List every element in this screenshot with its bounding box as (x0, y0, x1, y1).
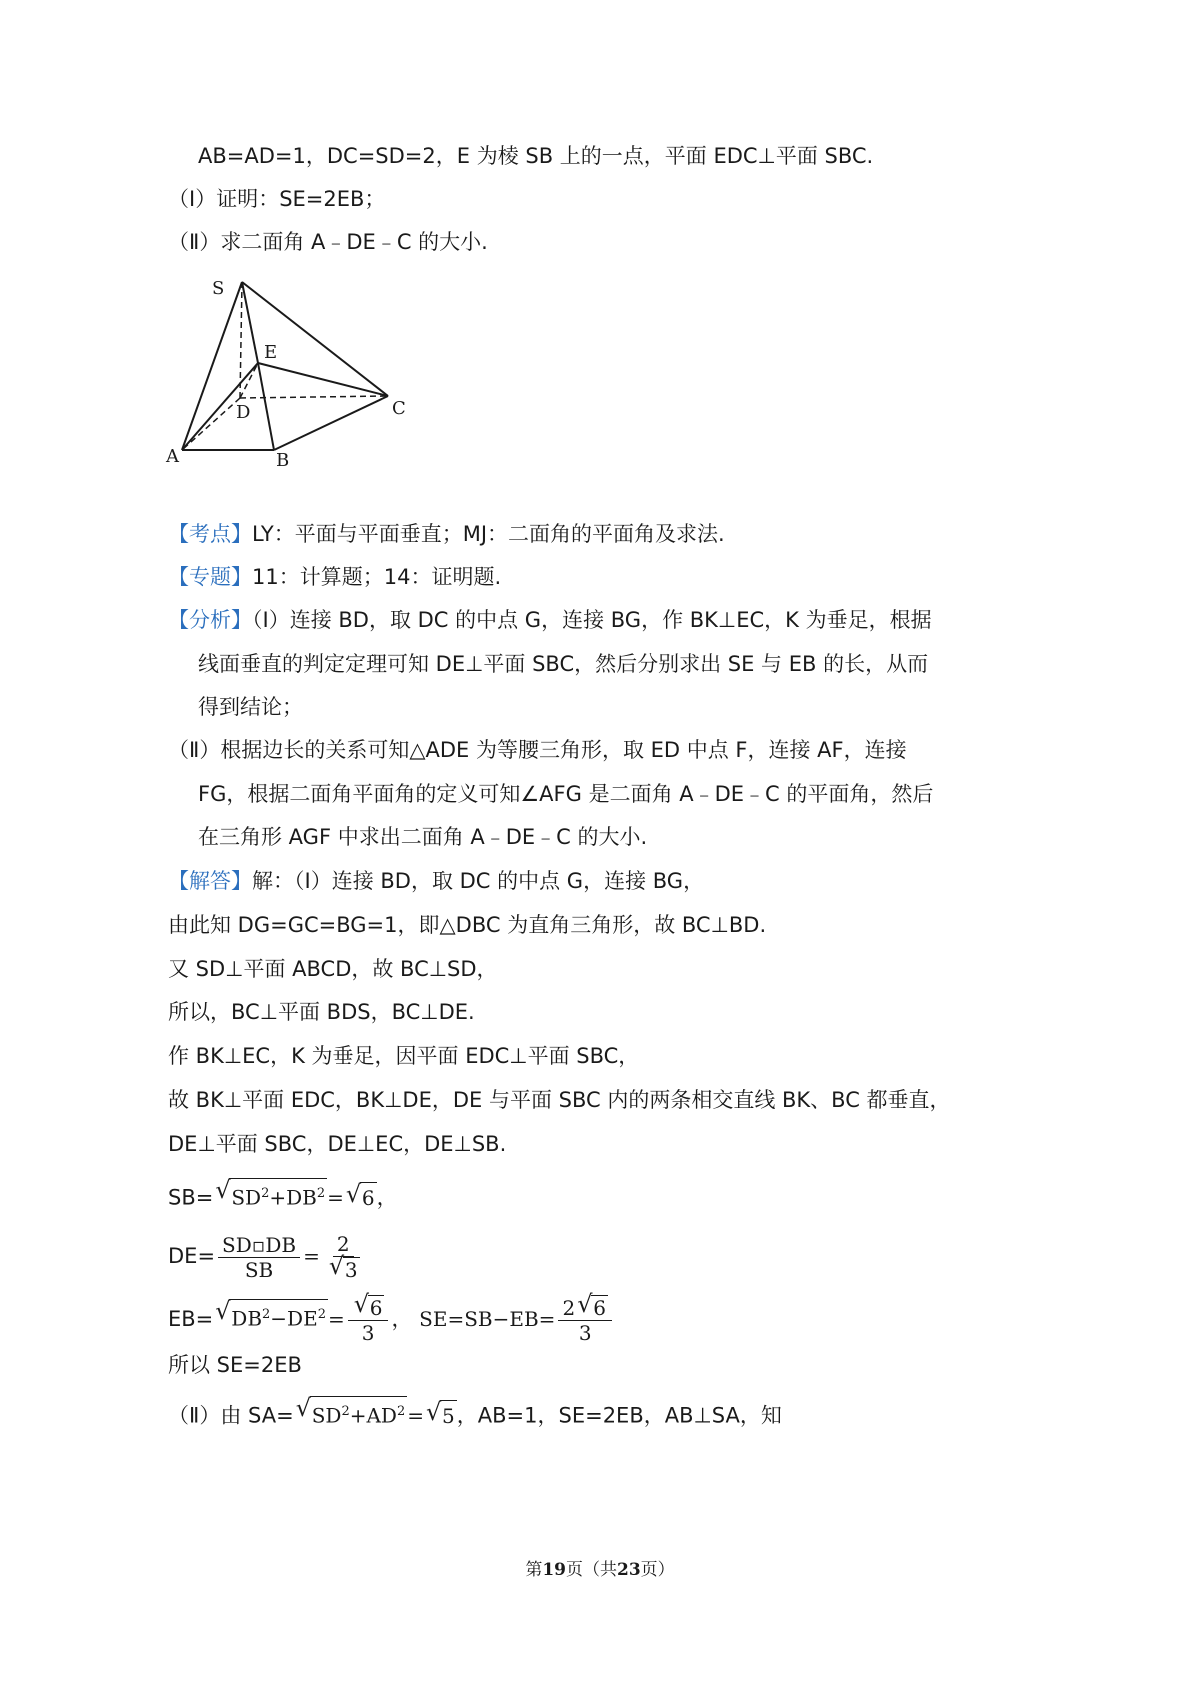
edge-EC (258, 363, 388, 396)
p2-end: ，AB=1，SE=2EB，AB⊥SA，知 (456, 1403, 782, 1428)
label-D: D (236, 402, 251, 423)
sb-sqrt6: √ 6 (346, 1182, 377, 1213)
zhuanti-text: 11：计算题；14：证明题. (252, 565, 502, 589)
conclusion-line: 所以 SE=2EB (168, 1353, 302, 1377)
problem-given: AB=AD=1，DC=SD=2，E 为棱 SB 上的一点，平面 EDC⊥平面 SBC. (198, 144, 874, 168)
formula-de: DE= $\frac{SD▫DB}{SB}$ = 2 √ 3 (168, 1232, 367, 1282)
sa-sqrt: √ $SD^2+AD^2$ (296, 1396, 408, 1431)
page-number: 19 (542, 1560, 566, 1580)
edge-SC (242, 282, 388, 396)
label-E: E (264, 342, 278, 363)
zhuanti-tag: 【专题】 (168, 565, 252, 589)
jieda-line-1 (168, 866, 704, 896)
jieda-text-1: 解：（Ⅰ）连接 BD，取 DC 的中点 G，连接 BG， (252, 869, 705, 893)
de-frac: $\frac{SD▫DB}{SB}$ (218, 1233, 300, 1282)
label-S: S (212, 278, 225, 299)
label-C: C (392, 398, 406, 419)
zhuanti-line (168, 562, 501, 592)
fenxi-line-6: 在三角形 AGF 中求出二面角 A﹣DE﹣C 的大小. (198, 825, 648, 849)
label-B: B (276, 450, 290, 471)
edge-EB (258, 363, 274, 450)
sa-sqrt5: √ 5 (426, 1400, 457, 1431)
edge-SA (182, 282, 242, 450)
problem-part1: （Ⅰ）证明：SE=2EB； (168, 187, 386, 211)
de-lhs: DE= (168, 1244, 216, 1268)
part2-line: （Ⅱ）由 SA=√ $SD^2+AD^2$ =√ 5，AB=1，SE=2EB，AB⊥SA，知 (168, 1396, 782, 1431)
p2-start: （Ⅱ）由 SA= (168, 1403, 294, 1428)
fenxi-line-2: 线面垂直的判定定理可知 DE⊥平面 SBC，然后分别求出 SE 与 EB 的长，从而 (198, 652, 929, 676)
jieda-line-6: 故 BK⊥平面 EDC，BK⊥DE，DE 与平面 SBC 内的两条相交直线 BK、BC 都垂直， (168, 1088, 951, 1112)
fenxi-tag: 【分析】 (168, 608, 252, 632)
kaodian-text: LY：平面与平面垂直；MJ：二面角的平面角及求法. (252, 522, 725, 546)
formula-eb-se: EB=√ $DB^2-DE^2$ = √ $\frac{6}{3}$ ， SE=SB−EB= $\frac{2√ 6}{3}$ (168, 1295, 615, 1345)
eb-lhs: EB= (168, 1307, 214, 1331)
edge-SE (242, 282, 258, 363)
jieda-line-5: 作 BK⊥EC，K 为垂足，因平面 EDC⊥平面 SBC， (168, 1044, 640, 1068)
label-A: A (166, 446, 179, 467)
fenxi-line-1 (168, 605, 932, 635)
eb-frac: √ $\frac{6}{3}$ (348, 1295, 389, 1345)
kaodian-tag: 【考点】 (168, 522, 252, 546)
fenxi-line-5: FG，根据二面角平面角的定义可知∠AFG 是二面角 A﹣DE﹣C 的平面角，然后 (198, 782, 934, 806)
page-total: 23 (617, 1560, 641, 1580)
problem-part2: （Ⅱ）求二面角 A﹣DE﹣C 的大小. (168, 230, 488, 254)
fenxi-line-3: 得到结论； (198, 695, 303, 719)
se-frac: $\frac{2√ 6}{3}$ (558, 1295, 611, 1345)
jieda-line-3: 又 SD⊥平面 ABCD，故 BC⊥SD， (168, 957, 498, 981)
eb-sqrt: √ $DB^2-DE^2$ (215, 1299, 328, 1334)
fenxi-text-1: （Ⅰ）连接 BD，取 DC 的中点 G，连接 BG，作 BK⊥EC，K 为垂足，根据 (252, 608, 932, 632)
pyramid-figure (160, 270, 420, 475)
jieda-line-7: DE⊥平面 SBC，DE⊥EC，DE⊥SB. (168, 1132, 507, 1156)
fenxi-line-4: （Ⅱ）根据边长的关系可知△ADE 为等腰三角形，取 ED 中点 F，连接 AF，连接 (168, 738, 907, 762)
edge-DC (240, 396, 388, 398)
se-lhs: SE=SB−EB= (419, 1307, 556, 1331)
jieda-line-2: 由此知 DG=GC=BG=1，即△DBC 为直角三角形，故 BC⊥BD. (168, 913, 767, 937)
jieda-line-4: 所以，BC⊥平面 BDS，BC⊥DE. (168, 1000, 475, 1024)
sb-lhs: SB= (168, 1185, 214, 1210)
de-frac2: 2 √ 3 (323, 1232, 364, 1282)
edge-BC (274, 396, 388, 450)
sb-sqrt: √ $SD^2+DB^2$ (215, 1178, 327, 1213)
page-footer: 第19页（共23页） (525, 1560, 675, 1580)
kaodian-line (168, 519, 725, 549)
formula-sb: SB=√ $SD^2+DB^2$ =√ 6， (168, 1178, 398, 1213)
jieda-tag: 【解答】 (168, 869, 252, 893)
